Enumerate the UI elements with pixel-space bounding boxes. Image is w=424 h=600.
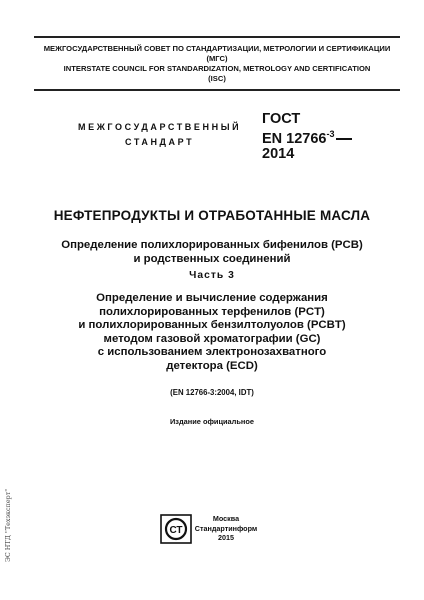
gost-number-part: -3: [326, 129, 335, 139]
gost-designation: [262, 112, 352, 162]
publisher-name: Стандартинформ: [194, 523, 258, 533]
description-line-4: методом газовой хроматографии (GC): [103, 332, 321, 345]
gost-number-main: EN 12766: [262, 130, 327, 147]
equivalence-note: (EN 12766-3:2004, IDT): [170, 388, 254, 397]
council-header: [34, 36, 400, 91]
part-number: Часть 3: [189, 270, 235, 281]
description-line-5: с использованием электронозахватного: [97, 346, 327, 359]
side-watermark: ЭС НТД "Техэксперт": [4, 488, 12, 562]
subtitle-line-1: Определение полихлорированных бифенилов (PCB): [61, 239, 363, 251]
council-abbr-ru: (МГС): [206, 54, 228, 63]
svg-text:СТ: СТ: [169, 525, 183, 536]
publisher-year: 2015: [218, 533, 234, 542]
subtitle-line-2: и родственных соединений: [133, 253, 291, 265]
standard-label-line-2: СТАНДАРТ: [124, 137, 195, 147]
gost-number: [262, 127, 352, 147]
publisher-city: Москва: [212, 514, 240, 523]
gost-word: ГОСТ: [262, 111, 301, 127]
description-line-3: и полихлорированных бензилтолуолов (PCBT): [78, 319, 346, 332]
standartinform-logo-icon: [160, 514, 192, 544]
interstate-standard-label: [78, 120, 241, 150]
document-title: НЕФТЕПРОДУКТЫ И ОТРАБОТАННЫЕ МАСЛА: [53, 208, 371, 223]
description-line-6: детектора (ECD): [166, 359, 258, 372]
council-name-en: INTERSTATE COUNCIL FOR STANDARDIZATION, METROLOGY AND CERTIFICATION: [63, 64, 371, 73]
description-line-2: полихлорированных терфенилов (PCT): [99, 305, 325, 318]
gost-year: 2014: [262, 145, 295, 162]
description-line-1: Определение и вычисление содержания: [96, 292, 328, 304]
official-edition-note: Издание официальное: [169, 417, 254, 426]
standard-label-line-1: МЕЖГОСУДАРСТВЕННЫЙ: [78, 122, 242, 132]
part-description: [0, 292, 424, 374]
council-abbr-en: (ISC): [208, 74, 226, 83]
council-name-ru: МЕЖГОСУДАРСТВЕННЫЙ СОВЕТ ПО СТАНДАРТИЗАЦИИ, МЕТРОЛОГИИ И СЕРТИФИКАЦИИ: [43, 44, 391, 53]
document-subtitle: [0, 238, 424, 266]
publisher-block: [194, 514, 258, 543]
gost-dash: [336, 138, 352, 140]
